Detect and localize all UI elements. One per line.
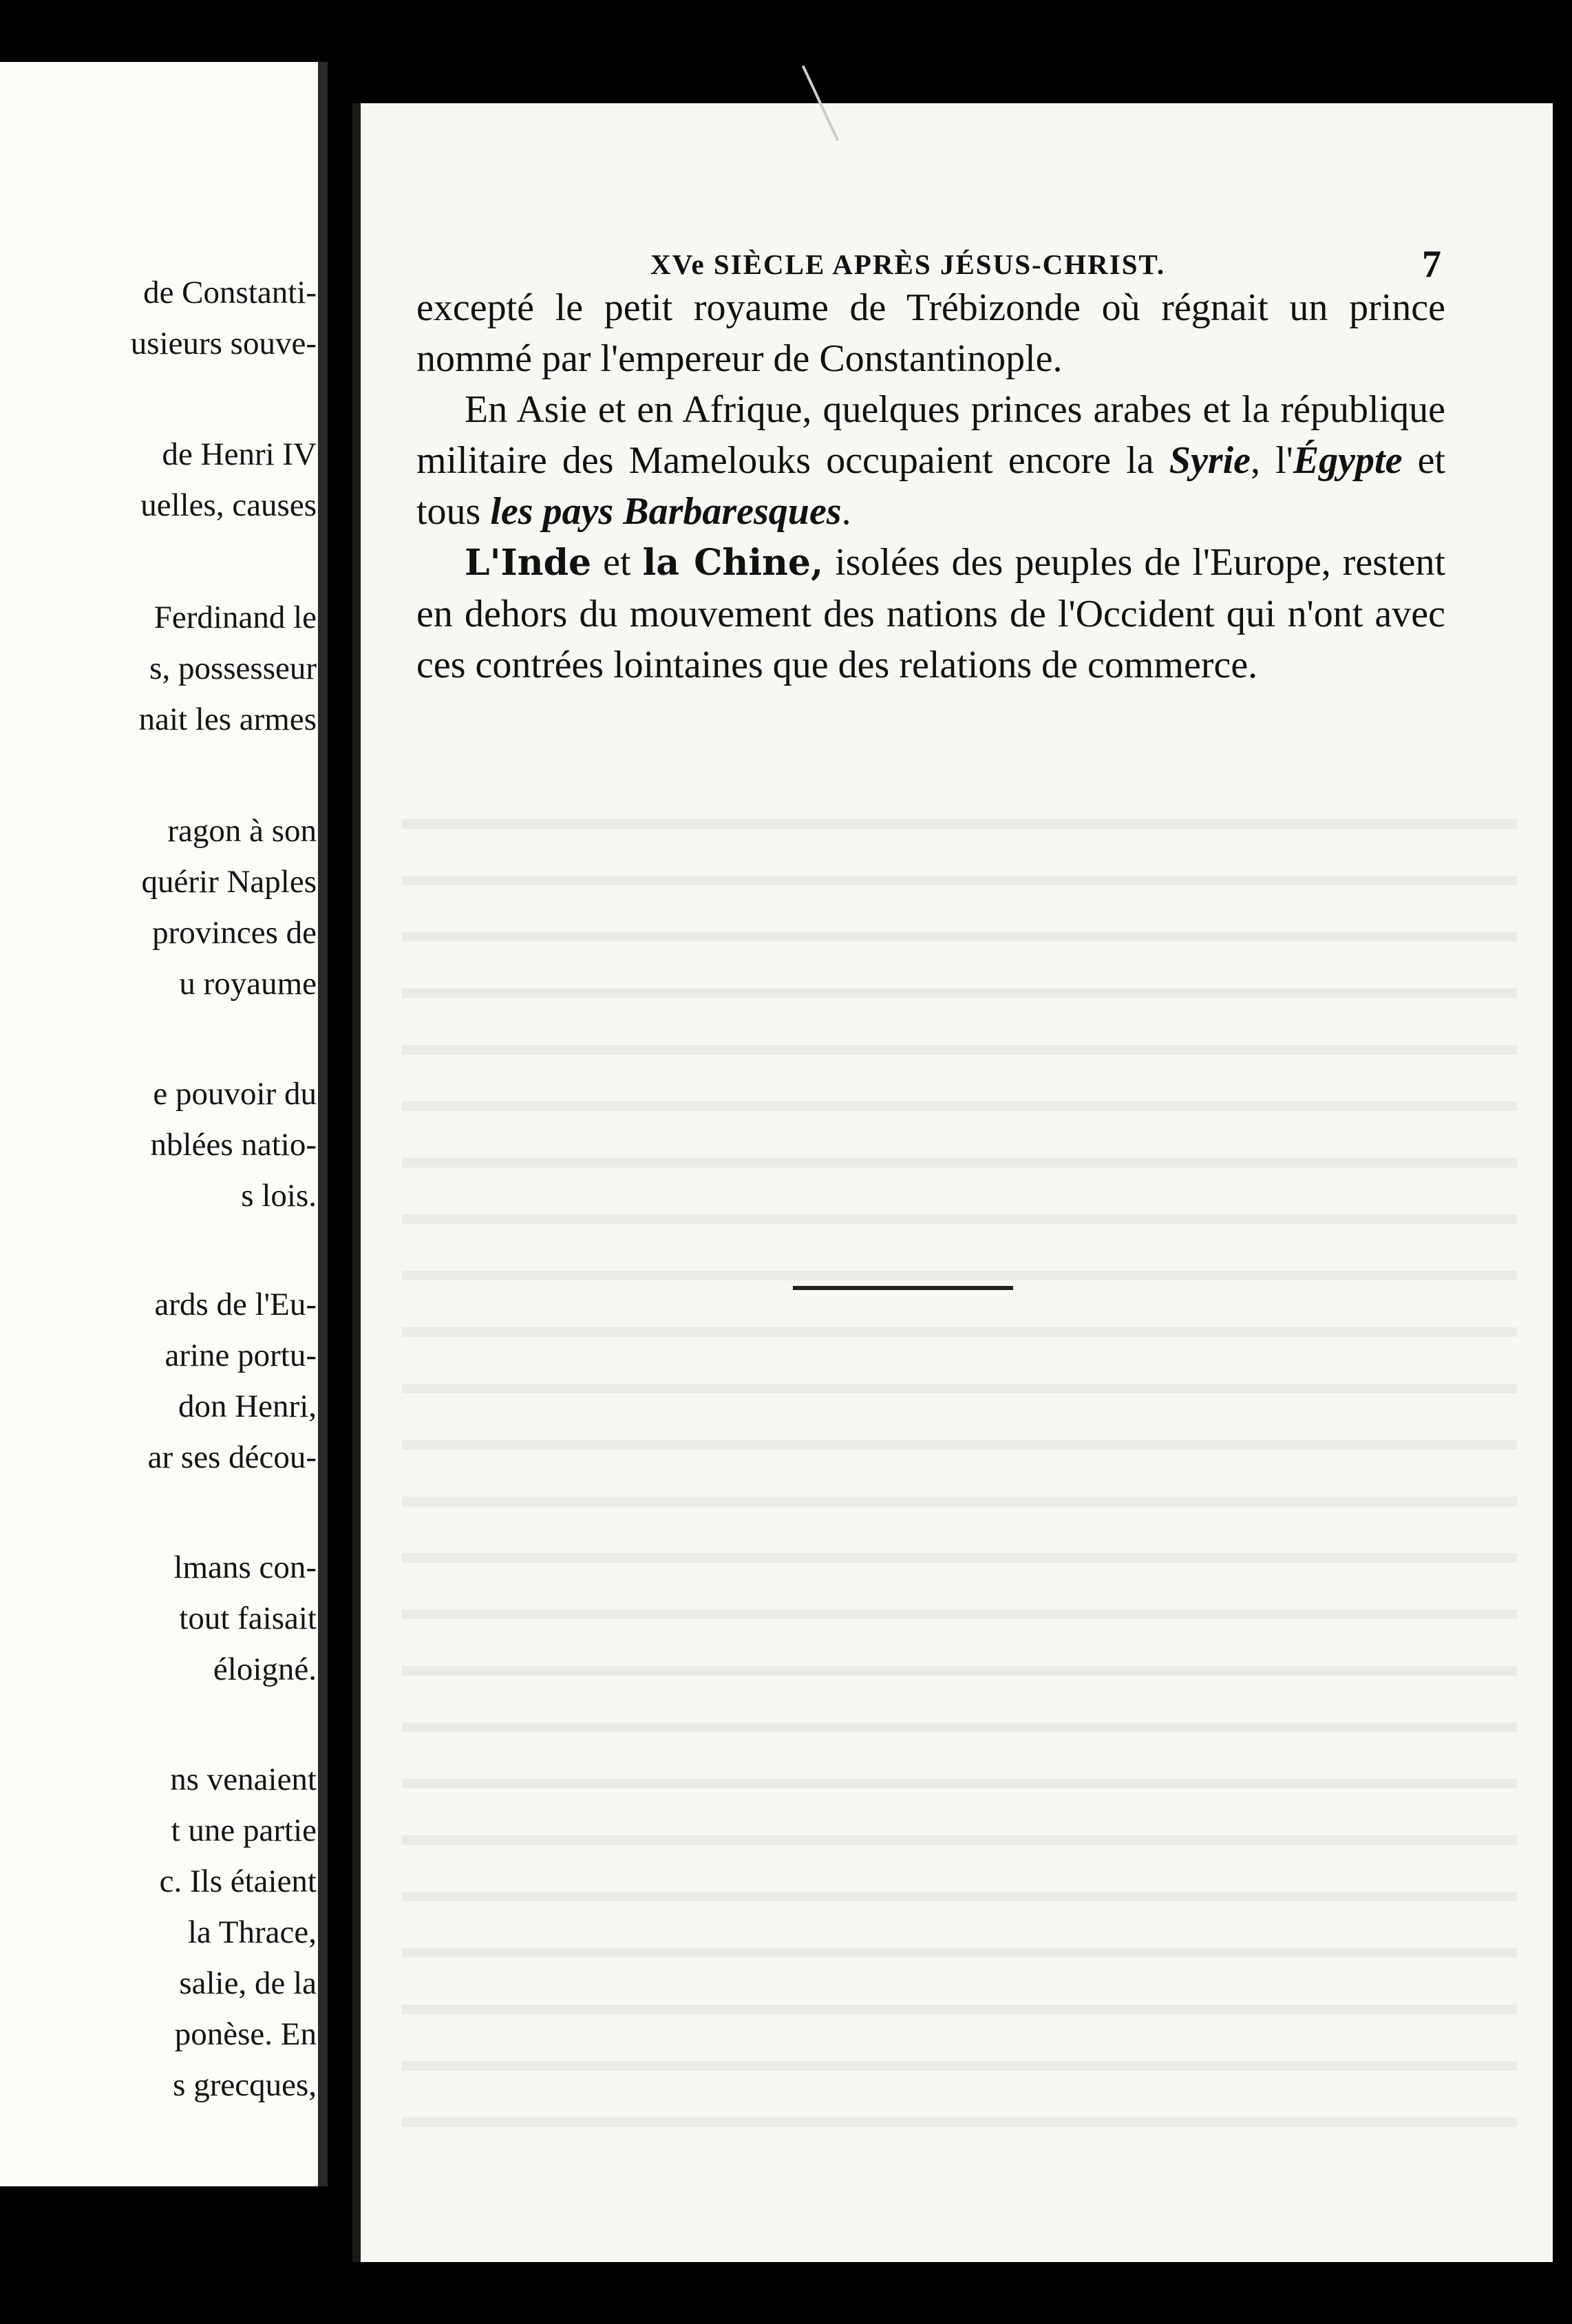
syrie-italic: Syrie	[1169, 439, 1251, 482]
left-line: lmans con-	[173, 1550, 317, 1585]
left-line: nblées natio-	[150, 1127, 317, 1163]
paragraph-2-mid: et tous	[416, 439, 1445, 533]
running-header: XVe SIÈCLE APRÈS JÉSUS-CHRIST.	[650, 249, 1166, 280]
inde-heading: L'Inde	[465, 542, 592, 584]
left-line: de Henri IV	[162, 436, 317, 472]
page-number: 7	[1422, 243, 1441, 286]
paragraph-3-rest: isolées des peuples de l'Europe, restent en dehors du mouvement des nations de l'Occident qui n'ont avec ces contrées lointaines que des relations de commerce.	[416, 541, 1446, 686]
paragraph-2-start: En Asie et en Afrique, quelques princes arabes et la république militaire des Mamelouks occupaient encore la	[416, 388, 1445, 482]
paragraph-2-sep: , l'	[1251, 439, 1293, 482]
left-line: don Henri,	[178, 1388, 317, 1424]
left-line: u royaume	[179, 966, 317, 1002]
left-line: ragon à son	[167, 813, 317, 849]
left-line: ponèse. En	[174, 2016, 317, 2052]
left-page	[0, 62, 328, 2186]
paragraph-2	[416, 384, 1445, 537]
left-line: t une partie	[171, 1813, 317, 1848]
left-line: de Constanti-	[143, 275, 317, 310]
left-line: uelles, causes	[140, 487, 317, 523]
left-line: usieurs souve-	[130, 326, 317, 361]
paragraph-3-et: et	[591, 541, 643, 584]
page-body	[416, 282, 1445, 690]
paragraph-1: excepté le petit royaume de Trébizonde où régnait un prince nommé par l'empereur de Constantinople.	[416, 286, 1445, 380]
left-line: arine portu-	[164, 1338, 317, 1373]
egypte-italic: Égypte	[1293, 439, 1403, 482]
left-line: c. Ils étaient	[159, 1863, 317, 1899]
barbaresques-italic: les pays Barbaresques	[490, 490, 842, 533]
bleed-through-texture	[402, 792, 1517, 2168]
left-line: Ferdinand le	[153, 600, 317, 635]
left-line: s grecques,	[173, 2067, 317, 2103]
left-line: s lois.	[241, 1178, 317, 1214]
left-line: nait les armes	[138, 701, 317, 737]
left-line: la Thrace,	[187, 1914, 317, 1950]
paragraph-3	[416, 537, 1445, 690]
left-line: e pouvoir du	[153, 1076, 317, 1112]
left-line: éloigné.	[213, 1651, 317, 1687]
section-divider	[793, 1286, 1013, 1290]
chine-heading: la Chine,	[642, 542, 824, 584]
left-line: tout faisait	[179, 1601, 317, 1636]
left-line: quérir Naples	[141, 864, 317, 900]
left-line: s, possesseur	[149, 651, 317, 686]
left-line: provinces de	[152, 915, 317, 951]
paragraph-2-end: .	[841, 490, 851, 533]
left-line: ns venaient	[170, 1762, 317, 1797]
left-line: ards de l'Eu-	[154, 1287, 317, 1322]
left-line: ar ses décou-	[147, 1439, 317, 1475]
left-line: salie, de la	[179, 1965, 317, 2001]
